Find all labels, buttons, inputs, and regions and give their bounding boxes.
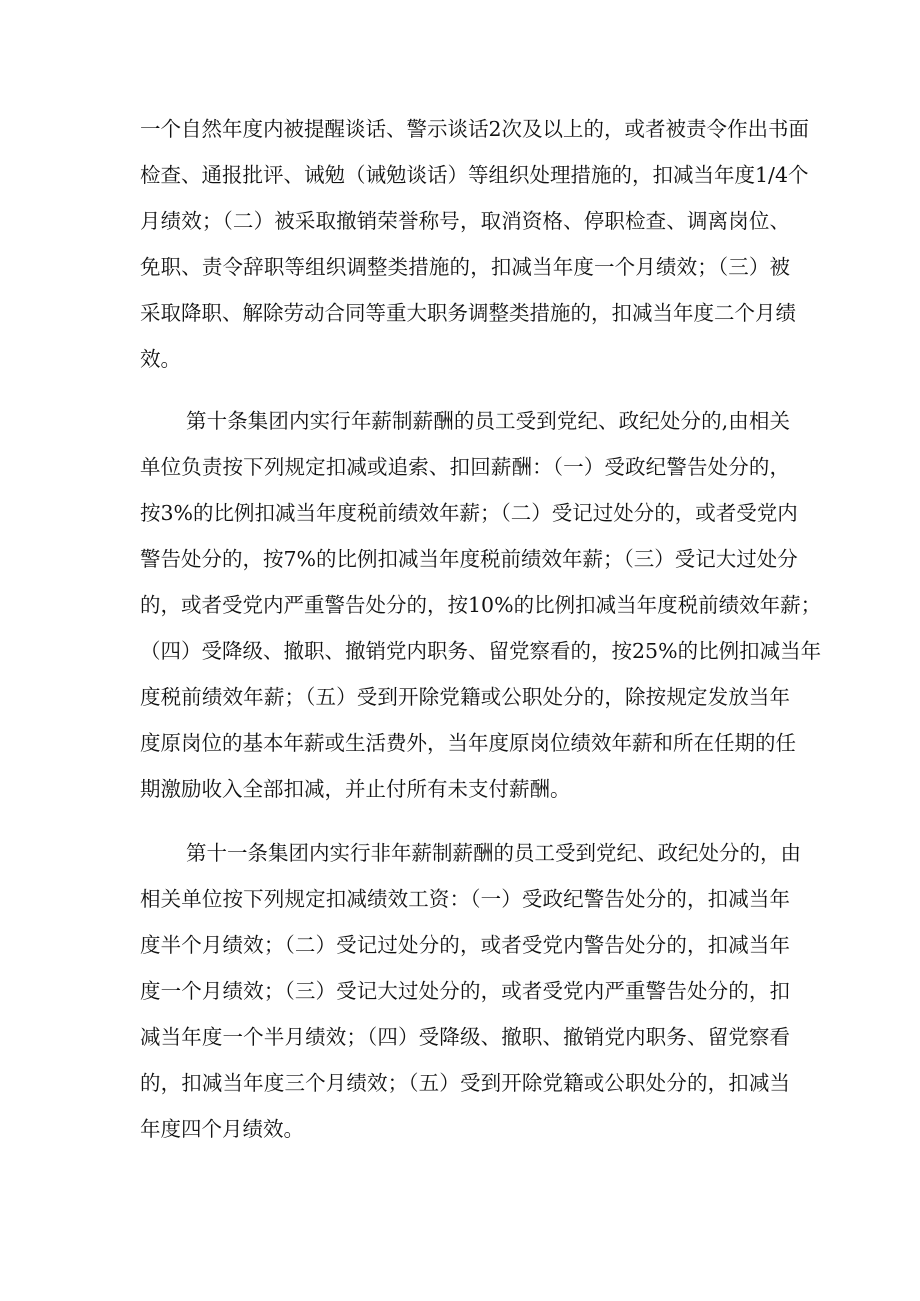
text-line: 警告处分的，按7%的比例扣减当年度税前绩效年薪；（三）受记大过处分 (140, 547, 798, 571)
text-line: 度一个月绩效；（三）受记大过处分的，或者受党内严重警告处分的，扣 (140, 979, 790, 1003)
text-line: 的，或者受党内严重警告处分的，按10%的比例扣减当年度税前绩效年薪； (140, 593, 822, 617)
text-line: 相关单位按下列规定扣减绩效工资：（一）受政纪警告处分的，扣减当年 (140, 887, 790, 911)
text-line: 采取降职、解除劳动合同等重大职务调整类措施的，扣减当年度二个月绩 (140, 301, 796, 325)
text-line: 第十条集团内实行年薪制薪酬的员工受到党纪、政纪处分的,由相关 (186, 409, 790, 433)
text-line: 效。 (140, 347, 181, 371)
text-line: 减当年度一个半月绩效；（四）受降级、撤职、撤销党内职务、留党察看 (140, 1025, 790, 1049)
text-line: 第十一条集团内实行非年薪制薪酬的员工受到党纪、政纪处分的，由 (186, 841, 801, 865)
text-line: 度半个月绩效；（二）受记过处分的，或者受党内警告处分的，扣减当年 (140, 933, 790, 957)
text-line: 检查、通报批评、诫勉（诫勉谈话）等组织处理措施的，扣减当年度1/4个 (140, 163, 809, 187)
text-line: （四）受降级、撤职、撤销党内职务、留党察看的，按25%的比例扣减当年 (140, 639, 822, 663)
text-line: 单位负责按下列规定扣减或追索、扣回薪酬：（一）受政纪警告处分的， (140, 455, 790, 479)
text-line: 一个自然年度内被提醒谈话、警示谈话2次及以上的，或者被责令作出书面 (140, 117, 810, 141)
text-line: 的，扣减当年度三个月绩效；（五）受到开除党籍或公职处分的，扣减当 (140, 1071, 790, 1095)
text-line: 度税前绩效年薪；（五）受到开除党籍或公职处分的，除按规定发放当年 (140, 685, 790, 709)
text-line: 按3%的比例扣减当年度税前绩效年薪；（二）受记过处分的，或者受党内 (140, 501, 798, 525)
text-line: 免职、责令辞职等组织调整类措施的，扣减当年度一个月绩效；（三）被 (140, 255, 790, 279)
text-line: 年度四个月绩效。 (140, 1117, 304, 1141)
text-line: 月绩效；（二）被采取撤销荣誉称号，取消资格、停职检查、调离岗位、 (140, 209, 790, 233)
text-line: 度原岗位的基本年薪或生活费外，当年度原岗位绩效年薪和所在任期的任 (140, 731, 796, 755)
text-line: 期激励收入全部扣减，并止付所有未支付薪酬。 (140, 777, 571, 801)
